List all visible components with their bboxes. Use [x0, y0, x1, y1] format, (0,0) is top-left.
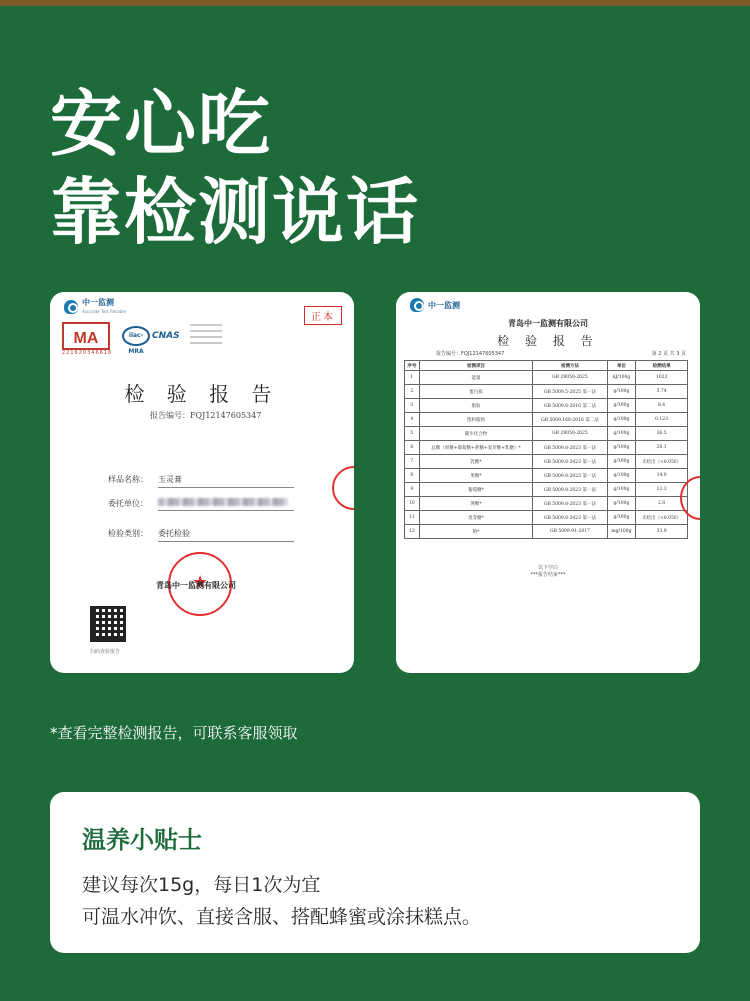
table-row — [405, 511, 688, 525]
report-title: 检 验 报 告 — [124, 382, 280, 406]
table-cell: 1023 — [636, 371, 688, 385]
report-cover-card[interactable] — [50, 292, 354, 673]
table-row — [405, 385, 688, 399]
brand-subtitle: Accurate Test Reliable — [82, 309, 126, 314]
table-cell: 11 — [405, 511, 420, 525]
header-cell: 检测方法 — [533, 361, 608, 371]
table-cell: 4 — [405, 413, 420, 427]
shield-logo-icon — [410, 298, 424, 312]
table-cell: 能量 — [419, 371, 532, 385]
report-number: 报告编号：FQJ12147605347 — [436, 351, 505, 357]
table-cell: g/100g — [607, 455, 635, 469]
field-label: 检验类别： — [108, 529, 148, 538]
field-value-blurred — [158, 498, 294, 511]
headline-line-1: 安心吃 — [50, 82, 273, 166]
table-header-row — [405, 361, 688, 371]
tips-card — [50, 792, 700, 953]
cnas-logo-icon: CNAS — [152, 331, 180, 341]
table-cell: GB 5009.8-2023 第一法 — [533, 455, 608, 469]
table-blank-note: 以下空白 — [537, 565, 558, 571]
report-results-card[interactable] — [396, 292, 700, 673]
qr-footnote: 扫码查验报告 — [90, 649, 121, 655]
field-label: 委托单位： — [108, 499, 148, 508]
brand-name: 中一监测 — [428, 300, 460, 310]
table-body — [405, 371, 688, 539]
table-cell: 蔗糖* — [419, 497, 532, 511]
table-cell: 总糖（果糖+葡萄糖+蔗糖+麦芽糖+乳糖）* — [419, 441, 532, 455]
table-cell: 3 — [405, 399, 420, 413]
header-cell: 单位 — [607, 361, 635, 371]
table-cell: 葡萄糖* — [419, 483, 532, 497]
table-cell: GB 5009.168-2016 第二法 — [533, 413, 608, 427]
table-cell: mg/100g — [607, 525, 635, 539]
table-cell: 钠* — [419, 525, 532, 539]
table-cell: 2 — [405, 385, 420, 399]
table-cell: GB 5009.8-2023 第一法 — [533, 497, 608, 511]
table-cell: 12.3 — [636, 483, 688, 497]
table-row — [405, 455, 688, 469]
table-row — [405, 399, 688, 413]
field-value: 玉灵膏 — [158, 474, 294, 488]
table-cell: 14.0 — [636, 469, 688, 483]
table-end-note — [396, 564, 700, 578]
table-cell: 麦芽糖* — [419, 511, 532, 525]
header-cell: 检测结果 — [636, 361, 688, 371]
report-end-note: ***报告结束*** — [530, 572, 566, 578]
field-client — [108, 498, 148, 509]
table-cell: 果糖* — [419, 469, 532, 483]
tips-line-2: 可温水冲饮、直接含服、搭配蜂蜜或涂抹糕点。 — [82, 906, 482, 928]
tips-title: 温养小贴士 — [82, 826, 202, 854]
accreditation-fine-print — [190, 324, 222, 348]
table-cell: GB 5009.8-2023 第一法 — [533, 511, 608, 525]
header-cell: 序号 — [405, 361, 420, 371]
table-cell: GB 5009.8-2023 第一法 — [533, 469, 608, 483]
perforation-seal-icon — [332, 466, 354, 510]
table-cell: g/100g — [607, 497, 635, 511]
table-cell: 饱和脂肪 — [419, 413, 532, 427]
results-table — [404, 360, 688, 539]
table-cell: GB 5009.5-2025 第一法 — [533, 385, 608, 399]
field-inspection-type — [108, 528, 190, 539]
report-request-note: *查看完整检测报告，可联系客服领取 — [50, 724, 298, 742]
headline-line-2: 靠检测说话 — [50, 170, 421, 254]
table-cell: 36.5 — [636, 427, 688, 441]
report-meta — [436, 350, 686, 357]
table-cell: g/100g — [607, 399, 635, 413]
table-cell: 碳水化合物 — [419, 427, 532, 441]
brand-logo — [410, 298, 460, 312]
report-title: 检 验 报 告 — [497, 334, 599, 348]
table-cell: 3.74 — [636, 385, 688, 399]
table-cell: GB 5009.6-2016 第二法 — [533, 399, 608, 413]
brand-logo — [64, 298, 126, 316]
table-cell: GB 28050-2025 — [533, 371, 608, 385]
table-cell: GB 5009.8-2023 第一法 — [533, 483, 608, 497]
table-cell: 10 — [405, 497, 420, 511]
company-name: 青岛中一监测有限公司 — [508, 319, 588, 328]
table-cell: GB 5009.91-2017 — [533, 525, 608, 539]
field-label: 样品名称： — [108, 475, 148, 484]
original-copy-stamp: 正本 — [304, 306, 342, 325]
table-cell: g/100g — [607, 441, 635, 455]
table-cell: g/100g — [607, 385, 635, 399]
table-cell: 蛋白质 — [419, 385, 532, 399]
headline — [50, 80, 420, 256]
top-border — [0, 0, 750, 6]
redaction-blur — [158, 498, 288, 506]
table-cell: 未检出（<0.050） — [636, 455, 688, 469]
table-cell: 2.8 — [636, 497, 688, 511]
table-row — [405, 371, 688, 385]
table-cell: g/100g — [607, 483, 635, 497]
company-name: 青岛中一监测有限公司 — [156, 581, 236, 590]
shield-logo-icon — [64, 300, 78, 314]
table-row — [405, 427, 688, 441]
cma-logo-icon — [62, 322, 110, 352]
table-cell: 1 — [405, 371, 420, 385]
table-row — [405, 413, 688, 427]
field-sample-name — [108, 474, 182, 485]
qr-code-icon[interactable] — [90, 606, 126, 642]
table-cell: 未检出（<0.050） — [636, 511, 688, 525]
header-cell: 检测项目 — [419, 361, 532, 371]
table-cell: g/100g — [607, 469, 635, 483]
table-cell: g/100g — [607, 511, 635, 525]
table-row — [405, 497, 688, 511]
table-cell: 脂肪 — [419, 399, 532, 413]
table-row — [405, 483, 688, 497]
brand-name: 中一监测 — [82, 298, 114, 307]
page-indicator: 第 2 页 共 3 页 — [651, 351, 686, 357]
table-cell: kJ/100g — [607, 371, 635, 385]
ilac-mra-logo-icon: ilac-MRA — [122, 326, 150, 346]
table-cell: GB 28050-2025 — [533, 427, 608, 441]
table-cell: 6 — [405, 441, 420, 455]
table-cell: g/100g — [607, 427, 635, 441]
table-cell: 33.9 — [636, 525, 688, 539]
table-cell: 乳糖* — [419, 455, 532, 469]
table-cell: 5 — [405, 427, 420, 441]
field-value: 委托检验 — [158, 528, 294, 542]
tips-line-1: 建议每次15g，每日1次为宜 — [82, 874, 321, 896]
table-cell: 8 — [405, 469, 420, 483]
table-cell: 7 — [405, 455, 420, 469]
report-number: 报告编号：FQJ12147605347 — [150, 411, 262, 420]
table-cell: 0.123 — [636, 413, 688, 427]
table-row — [405, 441, 688, 455]
table-row — [405, 469, 688, 483]
table-cell: 8.4 — [636, 399, 688, 413]
cma-logo-text: MA — [73, 330, 99, 347]
cma-code: 221620346616 — [62, 350, 113, 356]
table-cell: 9 — [405, 483, 420, 497]
table-cell: 12 — [405, 525, 420, 539]
table-cell: g/100g — [607, 413, 635, 427]
table-cell: 20.1 — [636, 441, 688, 455]
table-row — [405, 525, 688, 539]
table-cell: GB 5009.8-2023 第一法 — [533, 441, 608, 455]
